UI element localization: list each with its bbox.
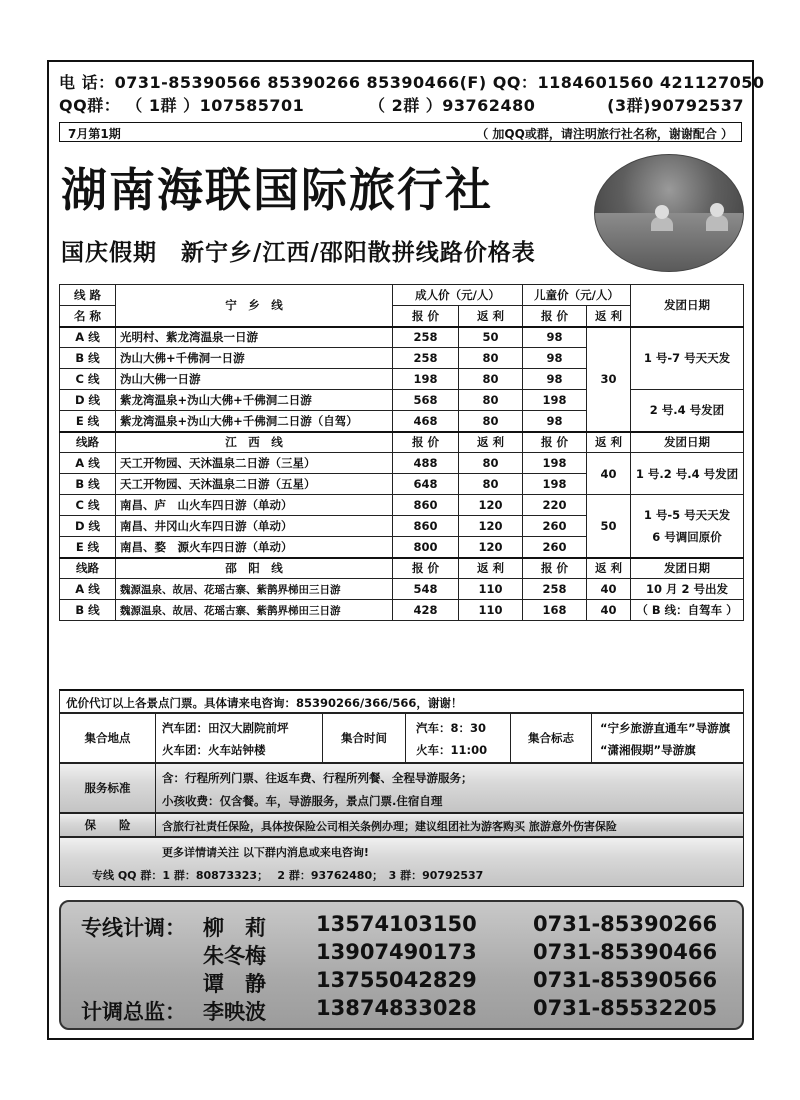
child-rebate: 30: [587, 327, 631, 432]
child-price: 98: [523, 411, 587, 432]
issue-bar: [59, 122, 742, 142]
child-price: 168: [523, 600, 587, 621]
header-rebate: 返 利: [459, 558, 523, 579]
line-name: 天工开物园、天沐温泉二日游（五星）: [116, 474, 393, 495]
adult-rebate: 110: [459, 579, 523, 600]
meet-place-label: 集合地点: [60, 714, 156, 762]
adult-price: 258: [393, 327, 459, 348]
header-quote: 报 价: [393, 558, 459, 579]
meet-place-train: 火车团：火车站钟楼: [162, 743, 266, 757]
adult-price: 258: [393, 348, 459, 369]
line-name: 沩山大佛+千佛洞一日游: [116, 348, 393, 369]
ticket-notice: [59, 689, 744, 713]
adult-price: 568: [393, 390, 459, 411]
child-price: 98: [523, 369, 587, 390]
service-child-fee: 小孩收费：仅含餐。车，导游服务，景点门票.住宿自理: [162, 794, 443, 808]
hot-spring-photo: [594, 154, 744, 272]
meet-flag-1: “宁乡旅游直通车”导游旗: [600, 721, 731, 735]
contact-name: 柳 莉: [203, 916, 266, 940]
adult-rebate: 80: [459, 411, 523, 432]
contact-phone-line: [59, 70, 765, 93]
contact-tel: 0731-85390466: [533, 940, 718, 964]
insurance-label: 保 险: [60, 814, 156, 836]
issue-note: （ 加QQ或群，请注明旅行社名称，谢谢配合 ）: [476, 127, 733, 141]
child-price: 198: [523, 474, 587, 495]
header-rebate: 返 利: [587, 432, 631, 453]
contact-tel: 0731-85390266: [533, 912, 718, 936]
header-quote: 报 价: [393, 306, 459, 327]
child-rebate: 50: [587, 495, 631, 558]
line-code: B 线: [60, 474, 116, 495]
header-line: 线路: [60, 558, 116, 579]
insurance-row: [59, 813, 744, 837]
qq-group-3: (3群)90792537: [607, 96, 744, 115]
line-name: 魏源温泉、故居、花瑶古寨、紫鹊界梯田三日游: [116, 600, 393, 621]
child-price: 198: [523, 390, 587, 411]
line-name: 天工开物园、天沐温泉二日游（三星）: [116, 453, 393, 474]
header-rebate: 返 利: [587, 306, 631, 327]
line-code: E 线: [60, 411, 116, 432]
meet-flag-2: “潇湘假期”导游旗: [600, 743, 696, 757]
child-rebate: 40: [587, 579, 631, 600]
issue-number: 7月第1期: [68, 127, 121, 141]
header-quote: 报 价: [393, 432, 459, 453]
meet-flag-label: 集合标志: [510, 714, 592, 762]
contact-panel: [59, 900, 744, 1030]
depart-date: [631, 495, 744, 558]
header-quote: 报 价: [523, 432, 587, 453]
qq-groups-text: 专线 QQ 群：1 群：80873323； 2 群：93762480； 3 群：90792537: [92, 869, 484, 882]
child-price: 260: [523, 537, 587, 558]
adult-price: 548: [393, 579, 459, 600]
depart-date: 2 号.4 号发团: [631, 390, 744, 432]
insurance-text: 含旅行社责任保险，具体按保险公司相关条例办理；建议组团社为游客购买 旅游意外伤害保险: [162, 820, 617, 833]
line-code: D 线: [60, 390, 116, 411]
child-price: 260: [523, 516, 587, 537]
adult-rebate: 80: [459, 348, 523, 369]
line-name: 南昌、婺 源火车四日游（单动）: [116, 537, 393, 558]
child-price: 220: [523, 495, 587, 516]
header-child-price: 儿童价（元/人）: [523, 285, 631, 306]
table-row: [60, 579, 744, 600]
price-table: [59, 284, 744, 621]
ningxiang-header-row: [60, 285, 744, 306]
adult-rebate: 110: [459, 600, 523, 621]
adult-rebate: 80: [459, 369, 523, 390]
adult-rebate: 80: [459, 474, 523, 495]
price-list-subtitle: 国庆假期 新宁乡/江西/邵阳散拼线路价格表: [61, 240, 536, 266]
service-row: [59, 763, 744, 813]
contact-tel: 0731-85390566: [533, 968, 718, 992]
header-name: 名 称: [60, 306, 116, 327]
adult-rebate: 80: [459, 453, 523, 474]
table-row: [60, 390, 744, 411]
line-name: 南昌、井冈山火车四日游（单动）: [116, 516, 393, 537]
contact-tel: 0731-85532205: [533, 996, 718, 1020]
header-adult-price: 成人价（元/人）: [393, 285, 523, 306]
line-code: C 线: [60, 369, 116, 390]
adult-rebate: 120: [459, 516, 523, 537]
qq-label: QQ：: [492, 73, 538, 92]
line-code: A 线: [60, 453, 116, 474]
child-rebate: 40: [587, 600, 631, 621]
line-name: 沩山大佛一日游: [116, 369, 393, 390]
header-depart-date: 发团日期: [631, 432, 744, 453]
contact-mobile: 13574103150: [316, 912, 477, 936]
depart-date: （ B 线：自驾车 ）: [631, 600, 744, 621]
meeting-row: [59, 713, 744, 763]
meet-time-bus: 汽车：8：30: [416, 721, 487, 735]
contact-mobile: 13907490173: [316, 940, 477, 964]
line-code: D 线: [60, 516, 116, 537]
flyer: [47, 60, 765, 1040]
line-code: B 线: [60, 348, 116, 369]
contact-role: 专线计调：: [81, 916, 186, 940]
adult-price: 648: [393, 474, 459, 495]
depart-date-line: 6 号调回原价: [652, 529, 722, 544]
contact-name: 谭 静: [203, 972, 266, 996]
adult-price: 488: [393, 453, 459, 474]
agency-title: 湖南海联国际旅行社: [61, 163, 493, 217]
phone-numbers: 0731-85390566 85390266 85390466(F): [114, 73, 487, 92]
header-rebate: 返 利: [459, 432, 523, 453]
contact-mobile: 13755042829: [316, 968, 477, 992]
line-code: B 线: [60, 600, 116, 621]
table-row: [60, 600, 744, 621]
line-code: A 线: [60, 327, 116, 348]
adult-rebate: 120: [459, 537, 523, 558]
adult-rebate: 80: [459, 390, 523, 411]
depart-date: 1 号-7 号天天发: [631, 327, 744, 390]
phone-label: 电 话：: [59, 73, 115, 92]
header-quote: 报 价: [523, 306, 587, 327]
adult-price: 860: [393, 516, 459, 537]
adult-price: 198: [393, 369, 459, 390]
meet-time-label: 集合时间: [322, 714, 406, 762]
adult-price: 860: [393, 495, 459, 516]
line-code: C 线: [60, 495, 116, 516]
child-price: 198: [523, 453, 587, 474]
adult-price: 428: [393, 600, 459, 621]
line-name: 魏源温泉、故居、花瑶古寨、紫鹊界梯田三日游: [116, 579, 393, 600]
qq-group-2: （ 2群 ）93762480: [369, 96, 536, 115]
table-row: [60, 495, 744, 516]
line-code: E 线: [60, 537, 116, 558]
header-rebate: 返 利: [459, 306, 523, 327]
child-price: 258: [523, 579, 587, 600]
adult-rebate: 120: [459, 495, 523, 516]
adult-price: 468: [393, 411, 459, 432]
line-code: A 线: [60, 579, 116, 600]
more-info-text: 更多详情请关注 以下群内消息或来电咨询!: [162, 846, 369, 859]
jiangxi-title: 江 西 线: [116, 432, 393, 453]
jiangxi-header-row: [60, 432, 744, 453]
more-info: [59, 837, 744, 887]
shaoyang-title: 邵 阳 线: [116, 558, 393, 579]
contact-name: 朱冬梅: [203, 944, 266, 968]
depart-date: 1 号.2 号.4 号发团: [631, 453, 744, 495]
ningxiang-title: 宁 乡 线: [116, 285, 393, 327]
header-quote: 报 价: [523, 558, 587, 579]
adult-rebate: 50: [459, 327, 523, 348]
child-price: 98: [523, 327, 587, 348]
child-rebate: 40: [587, 453, 631, 495]
header-depart-date: 发团日期: [631, 285, 744, 327]
meet-time-train: 火车：11:00: [416, 743, 488, 757]
line-name: 紫龙湾温泉+沩山大佛+千佛洞二日游（自驾）: [116, 411, 393, 432]
qq-group-1: （ 1群 ）107585701: [126, 96, 305, 115]
qq-numbers: 1184601560 421127050: [537, 73, 765, 92]
contact-name: 李映波: [203, 1000, 266, 1024]
contact-role: 计调总监：: [81, 1000, 186, 1024]
line-name: 紫龙湾温泉+沩山大佛+千佛洞二日游: [116, 390, 393, 411]
adult-price: 800: [393, 537, 459, 558]
depart-date-line: 1 号-5 号天天发: [643, 507, 731, 522]
header-line: 线 路: [60, 285, 116, 306]
qq-group-label: QQ群：: [59, 96, 121, 115]
child-price: 98: [523, 348, 587, 369]
depart-date: 10 月 2 号出发: [631, 579, 744, 600]
header-depart-date: 发团日期: [631, 558, 744, 579]
shaoyang-header-row: [60, 558, 744, 579]
header-rebate: 返 利: [587, 558, 631, 579]
service-label: 服务标准: [60, 764, 156, 812]
qq-group-line: [59, 93, 744, 116]
table-row: [60, 327, 744, 348]
meet-place-bus: 汽车团：田汉大剧院前坪: [162, 721, 289, 735]
service-included: 含：行程所列门票、往返车费、行程所列餐、全程导游服务；: [162, 771, 473, 785]
ticket-notice-text: 优价代订以上各景点门票。具体请来电咨询：85390266/366/566，谢谢！: [66, 696, 463, 710]
contact-mobile: 13874833028: [316, 996, 477, 1020]
header-line: 线路: [60, 432, 116, 453]
table-row: [60, 453, 744, 474]
line-name: 光明村、紫龙湾温泉一日游: [116, 327, 393, 348]
line-name: 南昌、庐 山火车四日游（单动）: [116, 495, 393, 516]
